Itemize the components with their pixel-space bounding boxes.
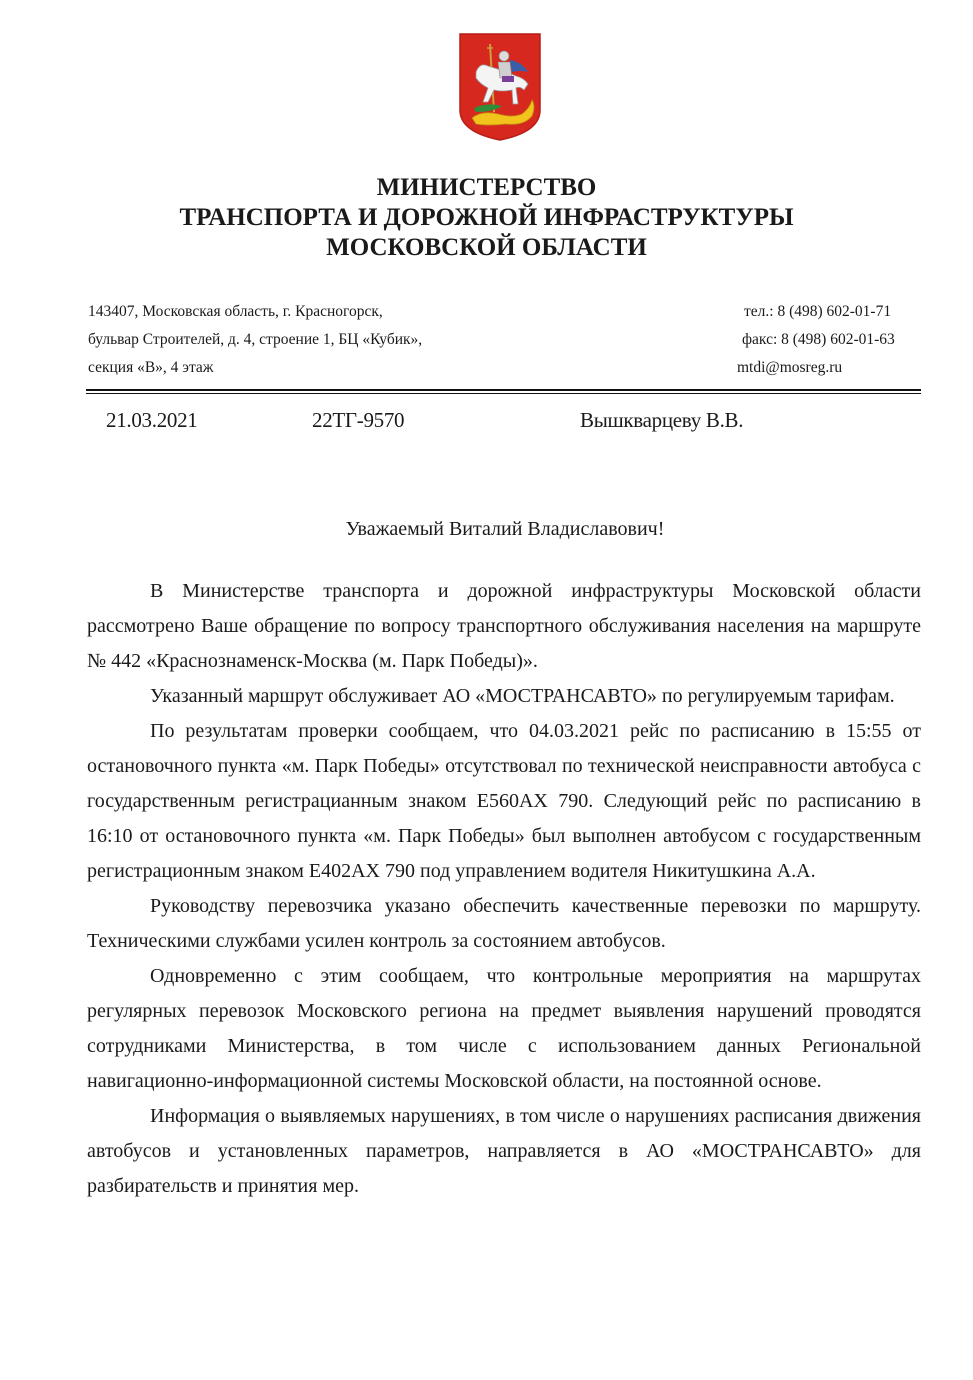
body-paragraph: Информация о выявляемых нарушениях, в том числе о нарушениях расписания движения автобусов и установленных параметров, направляется в АО «МОСТРАНСАВТО» для разбирательств и принятия мер. [87, 1105, 921, 1197]
heading-line: МИНИСТЕРСТВО [376, 174, 597, 201]
body-paragraph: В Министерстве транспорта и дорожной инфраструктуры Московской области рассмотрено Ваше обращение по вопросу транспортного обслуживания населения на маршруте № 442 «Краснознаменск-Москва (м. Парк Победы)». [87, 580, 921, 672]
ministry-heading [0, 173, 973, 263]
letter-date: 21.03.2021 [106, 408, 198, 432]
body-paragraph: Указанный маршрут обслуживает АО «МОСТРАНСАВТО» по регулируемым тарифам. [150, 685, 895, 707]
body-paragraph: Одновременно с этим сообщаем, что контрольные мероприятия на маршрутах регулярных перевозок Московского региона на предмет выявления нарушений проводятся сотрудниками Министерства, в том числе с использованием данных Региональной навигационно-информационной системы Московской области, на постоянной основе. [87, 965, 921, 1092]
email-address[interactable]: mtdi@mosreg.ru [737, 359, 843, 376]
contact-block [737, 298, 895, 382]
address-line: секция «В», 4 этаж [88, 359, 214, 376]
postal-address [88, 298, 422, 382]
address-line: 143407, Московская область, г. Красногорск, [88, 303, 383, 320]
coat-of-arms-icon [458, 32, 542, 142]
salutation: Уважаемый Виталий Владиславович! [345, 518, 665, 540]
heading-line: МОСКОВСКОЙ ОБЛАСТИ [326, 234, 647, 261]
recipient-name: Вышкварцеву В.В. [580, 408, 744, 432]
letter-body [87, 574, 921, 1204]
body-paragraph: По результатам проверки сообщаем, что 04.03.2021 рейс по расписанию в 15:55 от остановочного пункта «м. Парк Победы» отсутствовал по технической неисправности автобуса с государственным регистрацианным знаком Е560АХ 790. Следующий рейс по расписанию в 16:10 от остановочного пункта «м. Парк Победы» был выполнен автобусом с государственным регистрационным знаком Е402АХ 790 под управлением водителя Никитушкина А.А. [87, 720, 921, 882]
fax-number: факс: 8 (498) 602-01-63 [742, 331, 895, 348]
body-paragraph: Руководству перевозчика указано обеспечить качественные перевозки по маршруту. Техническими службами усилен контроль за состоянием автобусов. [87, 895, 921, 952]
phone-number: тел.: 8 (498) 602-01-71 [744, 303, 892, 320]
heading-line: ТРАНСПОРТА И ДОРОЖНОЙ ИНФРАСТРУКТУРЫ [179, 204, 794, 231]
address-line: бульвар Строителей, д. 4, строение 1, БЦ «Кубик», [88, 331, 423, 348]
header-divider-thin [86, 393, 921, 394]
letter-number: 22ТГ-9570 [312, 408, 405, 432]
header-divider-thick [86, 389, 921, 391]
